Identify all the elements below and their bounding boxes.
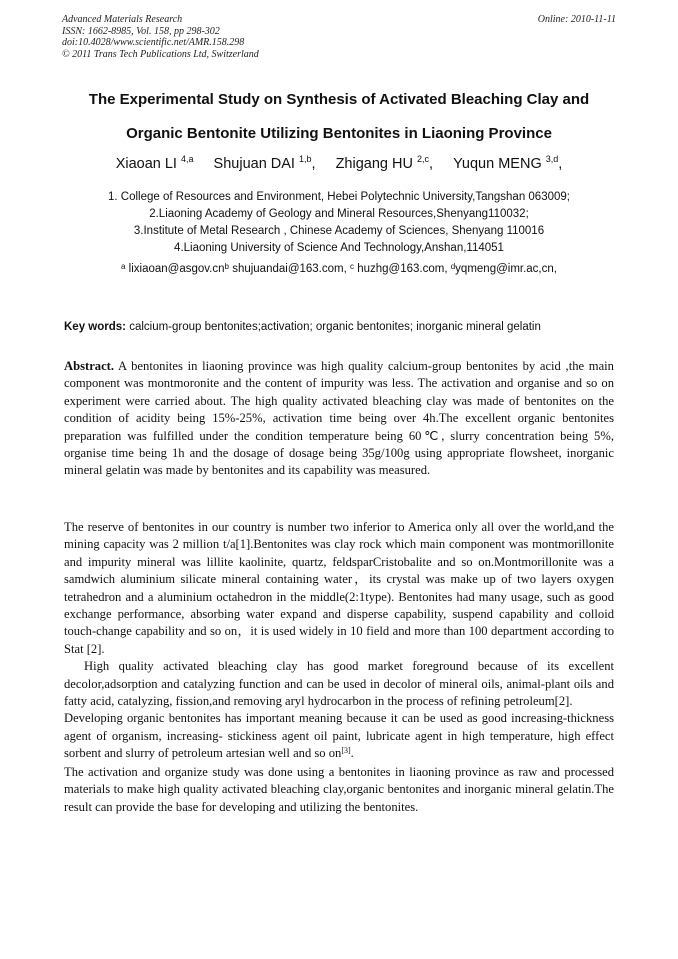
paragraph-1: The reserve of bentonites in our country is number two inferior to America only all over the world,and the mining capacity was 2 million t/a[1].Bentonites was clay rock which main component was montmorillonite and impurity mineral was lillite kaolinite, quartz, feldsparCristobalite and so on.Montmorillonite was a samdwich aluminium silicate mineral containing water，its crystal was make up of two layers oxygen tetrahedron and a aluminium octahedron in the middle(2:1type). Bentonites had many usage, such as good exchange performance, absorbing water expand and disperse capability, suspend capability and colloid touch-change capability and so on，it is used widely in 10 field and more than 100 department according to Stat [2]. (64, 520, 614, 656)
author: Xiaoan LI $^{4,a}$ (115, 154, 194, 172)
keywords-label: Key words: (64, 321, 126, 333)
author: Shujuan DAI $^{1,b}$, (213, 154, 316, 172)
author-emails: $^a$ $lixiaoan@asgov.cn^b$ shujuandai@163.com, $^c$ huzhg@163.com, $^d$yqmeng@imr.ac,cn, (121, 262, 557, 275)
paper-title-line1: The Experimental Study on Synthesis of Activated Bleaching Clay and (88, 91, 590, 108)
author-list (0, 156, 678, 172)
affiliation-4: 4.Liaoning University of Science And Technology,Anshan,114051 (174, 242, 504, 254)
email-link[interactable]: huzhg@163.com, (357, 263, 448, 275)
journal-header (62, 14, 616, 64)
paragraph-4: The activation and organize study was done using a bentonites in liaoning province as raw and processed materials to make high quality activated bleaching clay,organic bentonites and inorganic mineral gelatin.The result can provide the base for developing and utilizing the bentonites. (64, 764, 614, 814)
keywords-text: calcium-group bentonites;activation; organic bentonites; inorganic mineral gelatin (129, 321, 541, 333)
paragraph-2: High quality activated bleaching clay has good market foreground because of its excellent decolor,adsorption and catalyzing function and can be used in decolor of mineral oils, animal-plant oils and fatty acid, catalyzing, fission,and removing aryl hydrocarbon in the process of refining petroleum[2]. (64, 659, 614, 709)
abstract (64, 358, 614, 480)
paper-title-line2: Organic Bentonite Utilizing Bentonites in Liaoning Province (126, 125, 552, 142)
journal-issn: ISSN: 1662-8985, Vol. 158, pp 298-302 (62, 25, 220, 37)
author: Yuqun MENG $^{3,d}$, (453, 154, 563, 172)
paragraph-3: Developing organic bentonites has important meaning because it can be used as good increasing-thickness agent of organism, increasing- stickiness agent oil paint, lubricate agent in high temperature, high effect sorbent and slurry of petroleum artesian well and so on[3]. (64, 711, 614, 761)
journal-doi: doi:10.4028/www.scientific.net/AMR.158.298 (62, 37, 245, 48)
abstract-text: A bentonites in liaoning province was high quality calcium-group bentonites by acid ,the main component was montmoronite and the content of impurity was less. The activation and organise and so on experiment were carried about. The high quality activated bleaching clay was made of bentonites on the condition of acidity being 15%-25%, activation time being over 4h.The excellent organic bentonites preparation was fulfilled under the condition temperature being 60℃, slurry concentration being 5%, organise time being 1h and the dosage of dosage being 35g/100g using appropriate flowsheet, inorganic mineral gelatin was made by bentonites and its capability was measured. (64, 359, 614, 478)
keywords (64, 321, 614, 333)
author: Zhigang HU $^{2,c}$, (335, 154, 434, 172)
online-date: Online: 2010-11-11 (537, 14, 616, 25)
email-link[interactable]: shujuandai@163.com, (232, 263, 347, 275)
journal-copyright: © 2011 Trans Tech Publications Ltd, Switzerland (62, 48, 259, 60)
email-link[interactable]: yqmeng@imr.ac,cn, (455, 263, 557, 275)
affiliation-2: 2.Liaoning Academy of Geology and Mineral Resources,Shenyang110032; (149, 208, 529, 220)
email-link[interactable]: lixiaoan@asgov.cn (128, 263, 225, 275)
journal-name: Advanced Materials Research (62, 14, 183, 25)
body-text (64, 519, 614, 816)
affiliation-3: 3.Institute of Metal Research , Chinese Academy of Sciences, Shenyang 110016 (133, 225, 545, 237)
abstract-label: Abstract. (64, 359, 115, 373)
affiliation-1: 1. College of Resources and Environment, Hebei Polytechnic University,Tangshan 063009; (108, 191, 570, 203)
